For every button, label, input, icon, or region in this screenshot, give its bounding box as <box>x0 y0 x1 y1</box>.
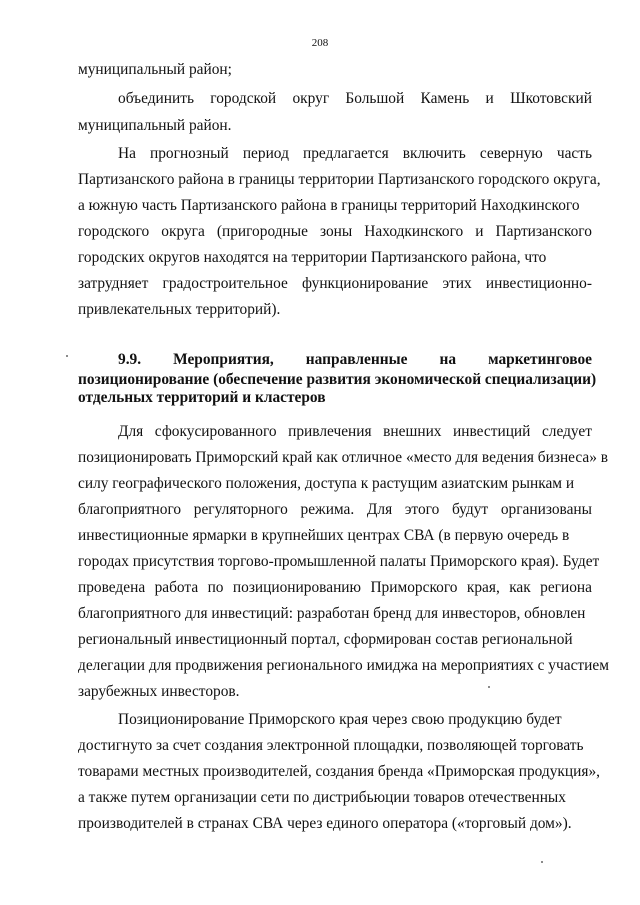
word: (пригородные <box>216 223 308 240</box>
word: инвестиционно- <box>485 275 592 292</box>
scan-speck <box>541 861 543 863</box>
word: режима. <box>300 501 355 518</box>
word: регуляторного <box>193 501 288 518</box>
paragraph-line: достигнуто за счет создания электронной площадки, позволяющей торговать <box>78 737 584 754</box>
paragraph-line: региональный инвестиционный портал, сформирован состав региональной <box>78 631 573 648</box>
paragraph-line <box>78 274 592 294</box>
word: Находкинского <box>364 223 464 240</box>
word: Шкотовский <box>510 90 592 107</box>
word: включить <box>402 145 466 162</box>
paragraph-line: производителей в странах СВА через единого оператора («торговый дом»). <box>78 815 572 832</box>
word: Камень <box>420 90 470 107</box>
paragraph-line: позиционировать Приморский край как отличное «место для ведения бизнеса» в <box>78 449 609 466</box>
word: затрудняет <box>78 275 149 292</box>
word: организованы <box>500 501 592 518</box>
word: на <box>439 351 457 368</box>
word: инвестиций <box>453 423 531 440</box>
paragraph-line <box>118 422 592 442</box>
paragraph-line: а также путем организации сети по дистрибьюции товаров отечественных <box>78 789 566 806</box>
paragraph-line: Партизанского района в границы территории Партизанского городского округа, <box>78 171 601 188</box>
paragraph-line: благоприятного для инвестиций: разработан бренд для инвесторов, обновлен <box>78 605 586 622</box>
paragraph-line: городах присутствия торгово-промышленной палаты Приморского края). Будет <box>78 553 600 570</box>
word: предлагается <box>302 145 389 162</box>
word: объединить <box>118 90 195 107</box>
paragraph-line: товарами местных производителей, создания бренда «Приморская продукция», <box>78 763 600 780</box>
word: по <box>207 579 224 596</box>
list-item-text <box>118 89 592 109</box>
word: благоприятного <box>78 501 182 518</box>
word: городской <box>210 90 277 107</box>
word: Мероприятия, <box>173 351 274 368</box>
paragraph-line <box>78 578 592 598</box>
section-heading-line: отдельных территорий и кластеров <box>78 389 326 406</box>
page-number: 208 <box>311 37 329 49</box>
paragraph-line: а южную часть Партизанского района в границы территорий Находкинского <box>78 197 580 214</box>
section-heading-line: позиционирование (обеспечение развития экономической специализации) <box>78 371 597 388</box>
word: и <box>475 223 484 240</box>
list-item-text: муниципальный район. <box>78 117 232 134</box>
paragraph-line: зарубежных инвесторов. <box>78 683 240 700</box>
word: Партизанского <box>495 223 592 240</box>
word: внешних <box>383 423 442 440</box>
word: 9.9. <box>118 351 142 368</box>
word: прогнозный <box>150 145 229 162</box>
word: будут <box>451 501 489 518</box>
paragraph-line: делегации для продвижения регионального имиджа на мероприятиях с участием <box>78 657 609 674</box>
paragraph-line <box>118 144 592 164</box>
word: функционирование <box>302 275 429 292</box>
word: направленные <box>305 351 408 368</box>
word: как <box>509 579 531 596</box>
word: края, <box>466 579 500 596</box>
word: зоны <box>319 223 353 240</box>
word: позиционированию <box>232 579 362 596</box>
scan-speck <box>488 686 490 688</box>
word: этого <box>404 501 440 518</box>
word: следует <box>541 423 592 440</box>
word: часть <box>556 145 592 162</box>
word: Большой <box>345 90 405 107</box>
word: работа <box>154 579 199 596</box>
paragraph-line: городских округов находятся на территории Партизанского района, что <box>78 249 547 266</box>
paragraph-line: инвестиционные ярмарки в крупнейших центрах СВА (в первую очередь в <box>78 527 570 544</box>
word: проведена <box>78 579 146 596</box>
word: региона <box>540 579 592 596</box>
word: округ <box>292 90 330 107</box>
word: сфокусированного <box>154 423 277 440</box>
word: маркетинговое <box>488 351 592 368</box>
word: На <box>118 145 136 162</box>
paragraph-line: силу географического положения, доступа к растущим азиатским рынкам и <box>78 475 575 492</box>
section-heading-line <box>118 350 592 370</box>
word: Приморского <box>370 579 458 596</box>
paragraph-line: Позиционирование Приморского края через свою продукцию будет <box>118 711 562 728</box>
word: период <box>242 145 289 162</box>
paragraph-line <box>78 222 592 242</box>
paragraph-line: привлекательных территорий). <box>78 301 281 318</box>
word: округа <box>161 223 205 240</box>
word: привлечения <box>288 423 372 440</box>
paragraph-line <box>78 500 592 520</box>
word: Для <box>118 423 144 440</box>
word: городского <box>78 223 150 240</box>
list-item-text: муниципальный район; <box>78 61 232 78</box>
scan-speck <box>66 355 68 357</box>
word: Для <box>366 501 393 518</box>
word: градостроительное <box>162 275 288 292</box>
word: этих <box>442 275 472 292</box>
word: северную <box>479 145 543 162</box>
word: и <box>485 90 494 107</box>
